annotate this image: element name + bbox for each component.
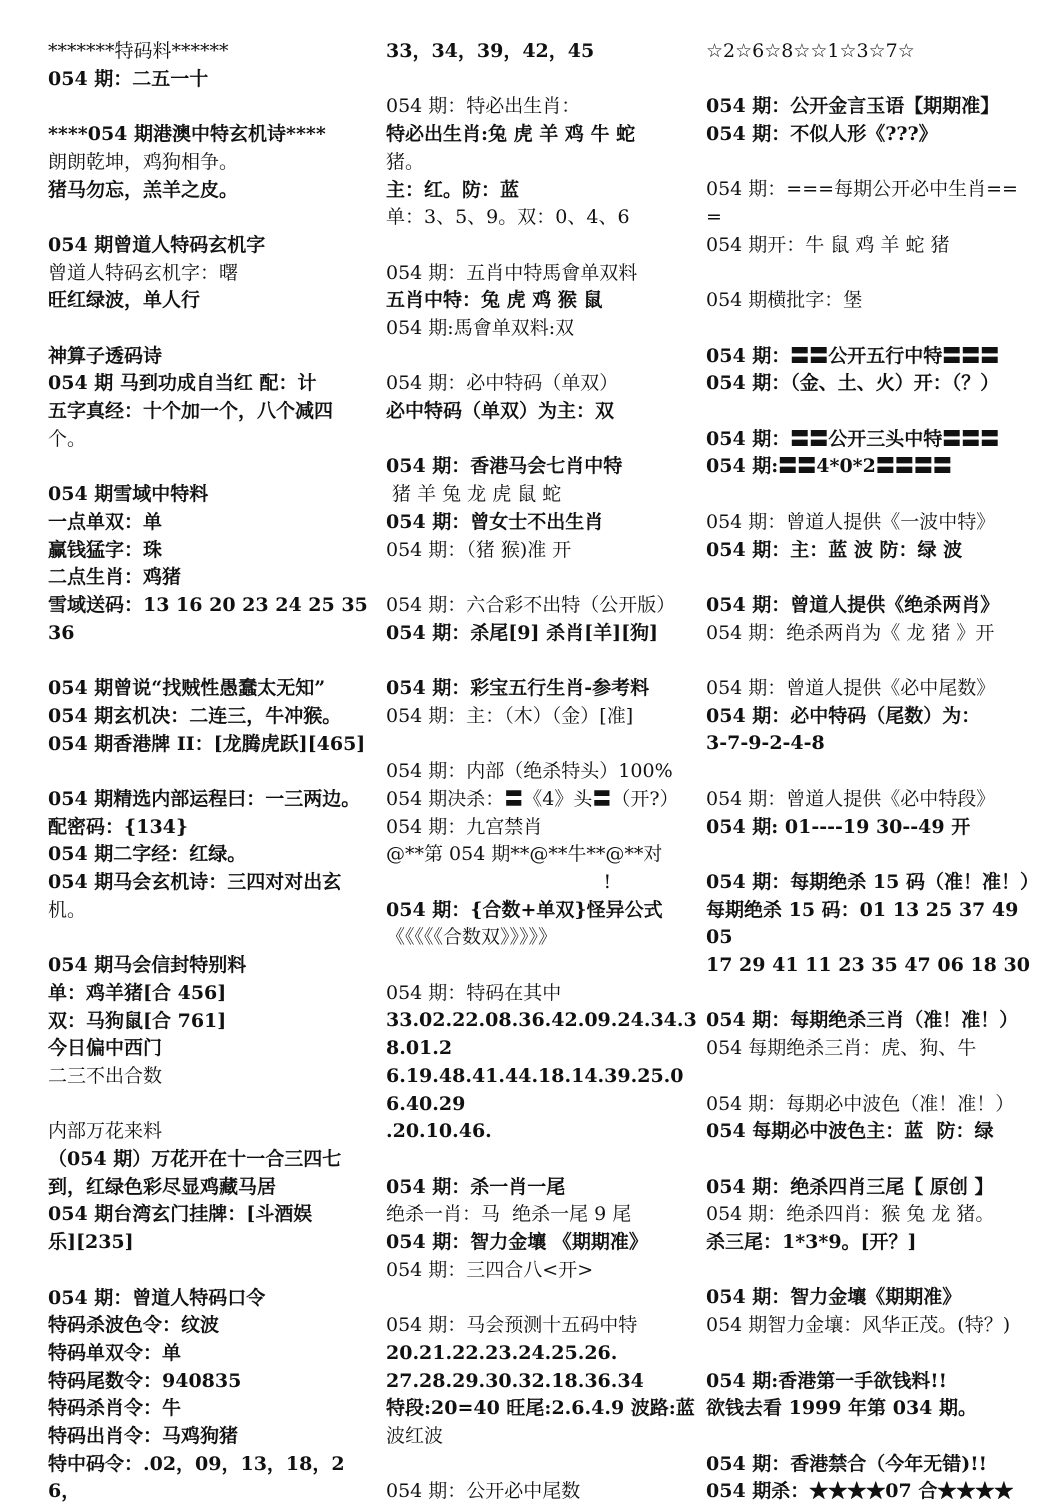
text-line: 054 期：杀尾[9] 杀肖[羊][狗] <box>386 621 659 644</box>
text-line: 054 期：每期绝杀 15 码（准！准！） <box>706 870 1039 893</box>
blank-line <box>706 1423 1032 1451</box>
blank-line <box>48 204 373 232</box>
blank-line <box>386 564 701 592</box>
text-line: 054 期：===每期公开必中生肖=== <box>706 178 1018 229</box>
text-line: 054 期开：牛 鼠 鸡 羊 蛇 猪 <box>706 233 950 256</box>
blank-line <box>706 980 1032 1008</box>
text-line: 33.02.22.08.36.42.09.24.34.38.01.2 <box>386 1009 697 1060</box>
blank-line <box>386 1146 701 1174</box>
text-line: 054 期：主：（木）（金）[准] <box>386 704 634 727</box>
text-line: 054 期曾道人特码玄机字 <box>48 233 266 256</box>
text-line: 特码出肖令：马鸡狗猪 <box>48 1425 239 1448</box>
blank-line <box>48 647 373 675</box>
text-line: 054 期：曾道人提供《绝杀两肖》 <box>706 593 1000 616</box>
blank-line <box>706 758 1032 786</box>
blank-line <box>706 1257 1032 1285</box>
text-line: 054 期：曾道人提供《必中特段》 <box>706 787 996 810</box>
text-line: 054 每期必中波色主：蓝 防：绿 <box>706 1120 994 1143</box>
blank-line <box>706 841 1032 869</box>
text-line: 054 期：主：蓝 波 防：绿 波 <box>706 538 963 561</box>
text-line: 到，红绿色彩尽显鸡藏马居 <box>48 1175 277 1198</box>
text-line: 054 期 马到功成自当红 配：计 <box>48 372 317 395</box>
text-line: ! <box>386 870 612 893</box>
text-line: 054 期：九宫禁肖 <box>386 815 543 838</box>
text-line: 特码杀肖令：牛 <box>48 1397 182 1420</box>
text-line: 054 期：香港马会七肖中特 <box>386 455 623 478</box>
blank-line <box>706 1340 1032 1368</box>
text-line: 054 期：智力金壤《期期准》 <box>706 1286 962 1309</box>
text-line: 054 期马会信封特别料 <box>48 954 247 977</box>
text-line: 054 期：曾道人提供《一波中特》 <box>706 510 996 533</box>
blank-line <box>706 1146 1032 1174</box>
blank-line <box>386 647 701 675</box>
text-line: .20.10.46. <box>386 1120 492 1143</box>
text-line: 054 期：〓〓公开三头中特〓〓〓 <box>706 427 1000 450</box>
text-line: 054 每期绝杀三肖：虎、狗、牛 <box>706 1037 977 1060</box>
text-line: 054 期:香港第一手欲钱料!! <box>706 1369 947 1392</box>
text-line: 054 期：公开必中尾数 <box>386 1480 581 1503</box>
text-line: 特中码令：.02，09，13，18，26， <box>48 1452 345 1503</box>
text-line: 每期绝杀 15 码：01 13 25 37 49 05 <box>706 898 1025 949</box>
text-line: 机。 <box>48 898 87 921</box>
text-line: 欲钱去看 1999 年第 034 期。 <box>706 1397 978 1420</box>
text-line: 054 期：内部（绝杀特头）100% <box>386 760 673 783</box>
text-line: 054 期马会玄机诗：三四对对出玄 <box>48 871 342 893</box>
text-line: 一点单双：单 <box>48 510 163 533</box>
text-line: 054 期：〓〓公开五行中特〓〓〓 <box>706 344 1000 367</box>
text-line: 内部万花来料 <box>48 1120 163 1143</box>
text-line: 054 期：必中特码（单双） <box>386 372 619 395</box>
text-line: 旺红绿波，单人行 <box>48 289 201 312</box>
text-line: ****054 期港澳中特玄机诗**** <box>48 123 326 146</box>
blank-line <box>706 398 1032 426</box>
text-line: 五字真经：十个加一个，八个减四 <box>48 400 334 423</box>
text-line: 054 期：（金、土、火）开：（？） <box>706 372 1000 395</box>
text-line: 054 期：香港禁合（今年无错)!! <box>706 1452 987 1475</box>
text-line: 054 期横批字：堡 <box>706 289 863 312</box>
text-line: 乐][235] <box>48 1231 134 1254</box>
text-line: 054 期:〓〓4*0*2〓〓〓〓 <box>706 455 952 478</box>
blank-line <box>386 66 701 94</box>
text-line: 猪。 <box>386 150 425 173</box>
blank-line <box>386 1451 701 1479</box>
text-line: 27.28.29.30.32.18.36.34 <box>386 1369 644 1392</box>
blank-line <box>386 952 701 980</box>
text-line: ☆2☆6☆8☆☆1☆3☆7☆ <box>706 40 915 62</box>
blank-line <box>706 315 1032 343</box>
text-line: 054 期杀：★★★★07 合★★★★ <box>706 1480 1014 1503</box>
text-line: 054 期精选内部运程曰：一三两边。 <box>48 787 361 810</box>
text-line: 20.21.22.23.24.25.26. <box>386 1341 618 1364</box>
text-line: 配密码：{134} <box>48 815 189 838</box>
text-line: 054 期曾说“找贼性愚蠢太无知” <box>48 677 326 700</box>
text-line: 特段:20=40 旺尾:2.6.4.9 波路:蓝 <box>386 1397 695 1420</box>
text-line: 6.19.48.41.44.18.14.39.25.06.40.29 <box>386 1064 684 1115</box>
text-line: 波红波 <box>386 1425 444 1447</box>
text-line: 17 29 41 11 23 35 47 06 18 30 <box>706 954 1030 977</box>
text-line: 054 期：曾道人提供《必中尾数》 <box>706 677 996 700</box>
text-line: （054 期）万花开在十一合三四七 <box>48 1148 342 1170</box>
text-line: @**第 054 期**@**牛**@**对 <box>386 843 663 866</box>
text-line: 猪马勿忘，羔羊之皮。 <box>48 178 239 201</box>
text-line: 054 期台湾玄门挂牌：[斗酒娱 <box>48 1203 313 1226</box>
text-line: 054 期：彩宝五行生肖-参考料 <box>386 677 650 700</box>
blank-line <box>48 924 373 952</box>
text-line: 054 期决杀：〓《4》头〓（开?） <box>386 787 679 810</box>
blank-line <box>386 1285 701 1313</box>
blank-line <box>48 1257 373 1285</box>
text-line: 单：鸡羊猪[合 456] <box>48 981 227 1004</box>
blank-line <box>706 66 1032 94</box>
text-line: 054 期：马会预测十五码中特 <box>386 1314 638 1337</box>
text-line: 054 期：绝杀两肖为《 龙 猪 》开 <box>706 621 995 644</box>
text-line: 054 期：特码在其中 <box>386 981 562 1004</box>
text-line: 单：3、5、9。双：0、4、6 <box>386 206 630 229</box>
text-line: 054 期：特必出生肖： <box>386 95 581 118</box>
blank-line <box>706 481 1032 509</box>
column-right <box>706 38 1039 1506</box>
text-line: 054 期：每期必中波色（准！准！） <box>706 1092 1015 1115</box>
blank-line <box>706 647 1032 675</box>
text-line: 054 期：（猪 猴)准 开 <box>386 538 572 561</box>
text-line: *******特码料****** <box>48 40 229 62</box>
text-line: 特码单双令：单 <box>48 1341 182 1364</box>
text-line: 猪 羊 兔 龙 虎 鼠 蛇 <box>386 483 562 506</box>
blank-line <box>48 758 373 786</box>
text-line: 054 期雪域中特料 <box>48 483 209 506</box>
blank-line <box>386 343 701 371</box>
text-line: 054 期二字经：红绿。 <box>48 843 247 866</box>
text-line: 054 期：公开金言玉语【期期准】 <box>706 95 1000 118</box>
blank-line <box>706 564 1032 592</box>
text-line: 054 期智力金壤：风华正茂。(特？) <box>706 1314 1011 1337</box>
text-line: 054 期玄机决：二连三，牛冲猴。 <box>48 704 342 727</box>
text-line: 054 期：曾道人特码口令 <box>48 1286 266 1309</box>
text-line: 《《《《《合数双》》》》》 <box>386 926 558 949</box>
text-line: 二三不出合数 <box>48 1064 163 1087</box>
text-line: 054 期：绝杀四肖：猴 兔 龙 猪。 <box>706 1203 995 1226</box>
text-line: 054 期香港牌 II：[龙腾虎跃][465] <box>48 732 366 755</box>
text-line: 神算子透码诗 <box>48 344 163 367</box>
text-line: 33，34，39，42，45 <box>386 40 595 62</box>
blank-line <box>706 1063 1032 1091</box>
text-line: 五肖中特：兔 虎 鸡 猴 鼠 <box>386 289 603 312</box>
column-left <box>48 38 373 1506</box>
text-line: 054 期：不似人形《???》 <box>706 123 938 146</box>
blank-line <box>386 730 701 758</box>
text-line: 双：马狗鼠[合 761] <box>48 1009 227 1032</box>
text-line: 3-7-9-2-4-8 <box>706 732 825 755</box>
text-line: 曾道人特码玄机字：曙 <box>48 261 239 284</box>
text-line: 今日偏中西门 <box>48 1037 163 1060</box>
text-line: 054 期: 01----19 30--49 开 <box>706 815 971 838</box>
text-line: 054 期：二五一十 <box>48 67 209 90</box>
text-line: 特码杀波色令：纹波 <box>48 1314 220 1337</box>
text-line: 054 期：{合数+单双}怪异公式 <box>386 898 663 921</box>
blank-line <box>706 149 1032 177</box>
text-line: 特码尾数令：940835 <box>48 1369 242 1392</box>
text-line: 054 期：杀一肖一尾 <box>386 1175 566 1198</box>
text-line: 054 期：五肖中特馬會单双料 <box>386 261 638 284</box>
text-line: 雪域送码：13 16 20 23 24 25 35 36 <box>48 594 375 644</box>
text-line: 朗朗乾坤，鸡狗相争。 <box>48 150 239 173</box>
text-line: 054 期：曾女士不出生肖 <box>386 510 604 533</box>
text-line: 054 期：必中特码（尾数）为： <box>706 704 981 727</box>
blank-line <box>48 315 373 343</box>
text-line: 054 期：六合彩不出特（公开版） <box>386 593 676 616</box>
blank-line <box>48 1091 373 1119</box>
text-line: 杀三尾：1*3*9。[开？] <box>706 1231 917 1254</box>
text-line: 赢钱猛字：珠 <box>48 538 163 561</box>
text-line: 个。 <box>48 427 87 450</box>
text-line: 054 期：每期绝杀三肖（准！准！） <box>706 1009 1019 1032</box>
text-line: 必中特码（单双）为主：双 <box>386 400 615 423</box>
blank-line <box>48 454 373 482</box>
text-line: 二点生肖：鸡猪 <box>48 566 182 589</box>
text-line: 主：红。防：蓝 <box>386 178 520 201</box>
text-line: 054 期：智力金壤 《期期准》 <box>386 1231 648 1254</box>
text-line: 054 期:馬會单双料:双 <box>386 317 575 339</box>
text-line: 特必出生肖:兔 虎 羊 鸡 牛 蛇 <box>386 123 636 146</box>
text-line: 054 期：绝杀四肖三尾【 原创 】 <box>706 1175 994 1198</box>
blank-line <box>386 232 701 260</box>
text-line: 绝杀一肖：马 绝杀一尾 9 尾 <box>386 1203 632 1226</box>
blank-line <box>386 426 701 454</box>
column-middle <box>386 38 701 1506</box>
text-line: 054 期：三四合八<开> <box>386 1258 594 1281</box>
blank-line <box>706 260 1032 288</box>
blank-line <box>48 93 373 121</box>
